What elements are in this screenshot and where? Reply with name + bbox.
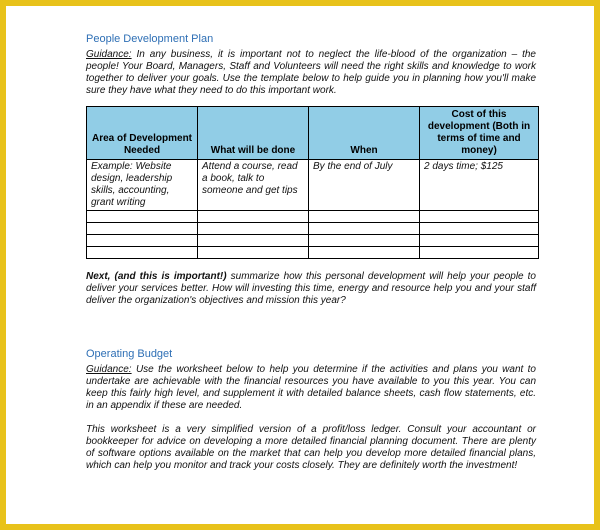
table-cell[interactable] <box>198 211 309 223</box>
summary-paragraph <box>86 271 536 307</box>
table-cell[interactable] <box>87 235 198 247</box>
table-row <box>87 211 539 223</box>
table-row <box>87 223 539 235</box>
table-header-row <box>87 107 539 160</box>
table-cell[interactable]: Attend a course, read a book, talk to someone and get tips <box>198 160 309 211</box>
guidance-label: Guidance: <box>86 49 132 60</box>
table-cell[interactable] <box>420 235 539 247</box>
table-row <box>87 160 539 211</box>
table-cell[interactable] <box>420 223 539 235</box>
table-cell[interactable] <box>198 235 309 247</box>
table-cell[interactable] <box>309 247 420 259</box>
table-cell[interactable] <box>420 211 539 223</box>
section-heading-people-development: People Development Plan <box>86 33 214 45</box>
table-cell[interactable]: By the end of July <box>309 160 420 211</box>
table-cell[interactable] <box>309 211 420 223</box>
table-row <box>87 235 539 247</box>
table-cell[interactable]: 2 days time; $125 <box>420 160 539 211</box>
guidance-paragraph-people <box>86 49 536 97</box>
table-cell[interactable] <box>87 223 198 235</box>
document-content <box>86 33 536 472</box>
header-area: Area of Development Needed <box>87 107 198 160</box>
development-plan-table <box>86 106 539 259</box>
guidance-label: Guidance: <box>86 364 132 375</box>
summary-bold-lead: Next, (and this is important!) <box>86 271 227 282</box>
guidance-text: Use the worksheet below to help you determine if the activities and plans you want to undertake are achievable with the financial resources you have available to you this year. You can keep this fairly high level, and supplement it with detailed balance sheets, cash flow statements, etc. in an appendix if these are needed. <box>86 364 536 411</box>
table-cell[interactable] <box>420 247 539 259</box>
header-cost: Cost of this development (Both in terms of time and money) <box>420 107 539 160</box>
table-cell[interactable] <box>87 211 198 223</box>
table-cell[interactable] <box>309 235 420 247</box>
header-what: What will be done <box>198 107 309 160</box>
summary-text: summarize how this personal development will help your people to deliver your services better. How will investing this time, energy and resource help you and your staff deliver the organization's objectives and mission this year? <box>86 271 536 306</box>
guidance-text: In any business, it is important not to neglect the life-blood of the organization – the people! Your Board, Managers, Staff and Volunteers will need the right skills and knowledge to work together to deliver your goals. Use the template below to help guide you in planning how you'll make sure they have what they need to do this important work. <box>86 49 536 96</box>
guidance-paragraph-budget <box>86 364 536 412</box>
header-when: When <box>309 107 420 160</box>
table-cell[interactable]: Example: Website design, leadership skills, accounting, grant writing <box>87 160 198 211</box>
table-cell[interactable] <box>309 223 420 235</box>
document-page <box>6 6 594 524</box>
table-cell[interactable] <box>87 247 198 259</box>
section-heading-operating-budget: Operating Budget <box>86 348 173 360</box>
table-cell[interactable] <box>198 223 309 235</box>
worksheet-paragraph: This worksheet is a very simplified version of a profit/loss ledger. Consult your accountant or bookkeeper for advice on developing a more detailed financial planning document. There are plenty of software options available on the market that can help you develop more detailed financial plans, which can help you monitor and track your costs closely. They are definitely worth the investment! <box>86 424 536 471</box>
table-row <box>87 247 539 259</box>
table-cell[interactable] <box>198 247 309 259</box>
